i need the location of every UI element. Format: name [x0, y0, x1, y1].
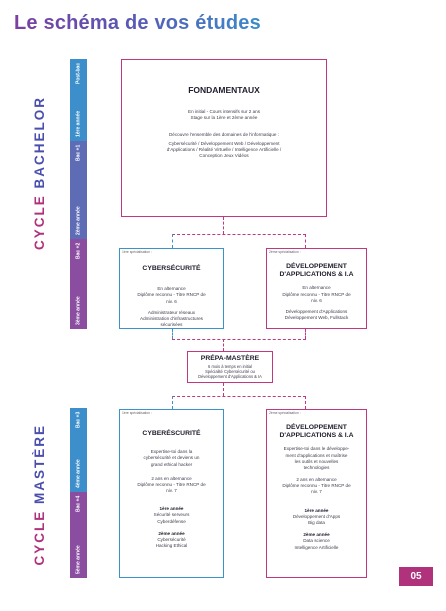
bac-label: Bac +2	[75, 243, 82, 260]
page-number: 05	[399, 567, 433, 586]
mastere-cyber-line2: cybersécurité et deviens un	[143, 455, 200, 461]
bachelor-cyber-line6: sécurisées	[160, 322, 183, 328]
connector	[172, 234, 173, 248]
specialisation-tag: 1ère spécialisation :	[122, 411, 152, 415]
prepa-line1: 6 mois à temps en initial	[208, 364, 252, 370]
year-segment	[70, 59, 87, 141]
cycle-bachelor-word2: BACHELOR	[32, 96, 47, 189]
bachelor-cyber-line1: En alternance	[157, 286, 186, 292]
connector	[172, 396, 306, 397]
bachelor-dev-line3: niv. 6	[311, 297, 322, 303]
year-segment	[70, 141, 87, 239]
connector	[305, 234, 306, 248]
mastere-dev-line1: Expertise-toi dans le développe-	[283, 446, 350, 452]
mastere-cyber-year1-title: 1ère année	[159, 506, 184, 512]
connector	[172, 329, 173, 339]
mastere-dev-line2: ment d'applications et maîtrise	[285, 452, 348, 458]
bac-label: Bac +3	[75, 412, 82, 429]
bachelor-cybersecurite-box	[119, 248, 224, 329]
connector	[305, 329, 306, 339]
year-segment	[70, 492, 87, 578]
mastere-cyber-line5: Diplôme reconnu - Titre RNCP de	[137, 481, 206, 487]
year-label: 5ème année	[75, 545, 82, 574]
year-segment	[70, 408, 87, 492]
fondamentaux-line4: Cybersécurité / Développement Web / Développement	[168, 140, 280, 146]
bachelor-cyber-line3: niv. 6	[166, 298, 177, 304]
connector	[172, 396, 173, 409]
mastere-cyber-year2-b: Hacking Ethical	[155, 543, 188, 549]
mastere-cyber-year1-b: Cyberdéfense	[157, 518, 186, 524]
connector	[223, 383, 224, 396]
year-label: 2ème année	[75, 206, 82, 235]
fondamentaux-line3: Découvre l'ensemble des domaines de l'informatique :	[168, 131, 280, 137]
bachelor-cyber-heading: CYBERSÉCURITÉ	[142, 265, 201, 272]
specialisation-tag: 2ème spécialisation :	[269, 411, 301, 415]
specialisation-tag: 1ère spécialisation :	[122, 250, 152, 254]
mastere-cybersecurite-box	[119, 409, 224, 578]
mastere-dev-line3: les outils et nouvelles	[294, 458, 339, 464]
bachelor-cyber-line2: Diplôme reconnu - Titre RNCP de	[137, 292, 206, 298]
connector	[305, 396, 306, 409]
cycle-bachelor-label	[32, 96, 47, 250]
mastere-cyber-line4: 2 ans en alternance	[151, 475, 192, 481]
bachelor-dev-heading-1: DÉVELOPPEMENT	[286, 263, 347, 270]
mastere-cyber-heading: CYBERÉSCURITÉ	[142, 430, 201, 437]
mastere-dev-year2-b: Intelligence Artificielle	[294, 544, 339, 550]
mastere-cyber-line3: grand ethical hacker	[150, 461, 193, 467]
fondamentaux-box	[121, 59, 327, 217]
connector	[172, 339, 306, 340]
year-segment	[70, 239, 87, 329]
bachelor-dev-heading-2: D'APPLICATIONS & I.A	[279, 271, 354, 279]
bac-label: Bac +4	[75, 496, 82, 513]
specialisation-tag: 2ème spécialisation :	[269, 250, 301, 254]
mastere-developpement-box	[266, 409, 367, 578]
fondamentaux-line6: Conception Jeux Vidéos	[199, 153, 249, 159]
year-label: 3ème année	[75, 296, 82, 325]
bachelor-dev-line1: En alternance	[302, 285, 331, 291]
bachelor-year-strip	[70, 59, 87, 329]
mastere-cyber-line6: niv. 7	[166, 488, 177, 494]
bachelor-dev-line5: Développement Web, Fullstack	[284, 315, 349, 321]
fondamentaux-line1: En initial - Cours intensifs sur 2 ans	[188, 109, 260, 115]
mastere-dev-line5: 2 ans en alternance	[296, 477, 337, 483]
mastere-dev-year2-title: 2ème année	[303, 532, 330, 538]
mastere-dev-heading-1: DÉVELOPPEMENT	[286, 424, 347, 431]
connector	[223, 339, 224, 351]
fondamentaux-line2: Stage sur la 1ère et 2ème année	[190, 115, 258, 121]
bachelor-developpement-box	[266, 248, 367, 329]
mastere-dev-line6: Diplôme reconnu - Titre RNCP de	[282, 483, 351, 489]
mastere-cyber-year2-title: 2ème année	[158, 530, 185, 536]
prepa-line2: Spécialité Cybersécurité ou	[205, 369, 255, 375]
prepa-heading: PRÉPA-MASTÈRE	[200, 355, 260, 362]
mastere-dev-heading-2: D'APPLICATIONS & I.A	[279, 432, 354, 440]
mastere-dev-line4: technologies	[303, 464, 330, 470]
prepa-mastere-box	[187, 351, 273, 383]
mastere-dev-year1-a: Développement d'Apps	[292, 513, 341, 519]
year-label: 4ème année	[75, 459, 82, 488]
cycle-mastere-word2: MASTÈRE	[32, 424, 47, 505]
mastere-dev-year2-a: Data science	[303, 538, 330, 544]
mastere-cyber-year2-a: Cybersécurité	[157, 537, 186, 543]
prepa-line3: Développement d'Applications & IA	[198, 374, 262, 380]
bachelor-cyber-line5: Administration d'infrastructures	[140, 315, 203, 321]
fondamentaux-line5: d'Applications / Réalité Virtuelle / Intelligence Artificielle /	[166, 146, 282, 152]
cycle-mastere-label	[32, 424, 47, 566]
mastere-dev-line7: niv. 7	[311, 489, 322, 495]
mastere-cyber-line1: Expertise-toi dans la	[150, 449, 193, 455]
bachelor-dev-line2: Diplôme reconnu - Titre RNCP de	[282, 291, 351, 297]
year-label: 1ère année	[75, 110, 82, 137]
connector	[172, 234, 306, 235]
mastere-dev-year1-b: Big data	[308, 520, 325, 525]
bachelor-dev-line4: Développement d'Applications	[285, 308, 348, 314]
mastere-dev-year1-title: 1ère année	[304, 507, 329, 513]
bac-label: Post-bac	[75, 63, 82, 85]
bachelor-cyber-line4: Administrateur réseaux	[147, 309, 196, 315]
connector	[223, 217, 224, 234]
bac-label: Bac +1	[75, 145, 82, 162]
cycle-bachelor-word1: CYCLE	[32, 194, 47, 251]
fondamentaux-heading: FONDAMENTAUX	[188, 85, 260, 95]
cycle-mastere-word1: CYCLE	[32, 509, 47, 566]
mastere-cyber-year1-a: Sécurité serveurs	[153, 512, 190, 518]
page-title: Le schéma de vos études	[14, 12, 261, 34]
mastere-year-strip	[70, 408, 87, 578]
